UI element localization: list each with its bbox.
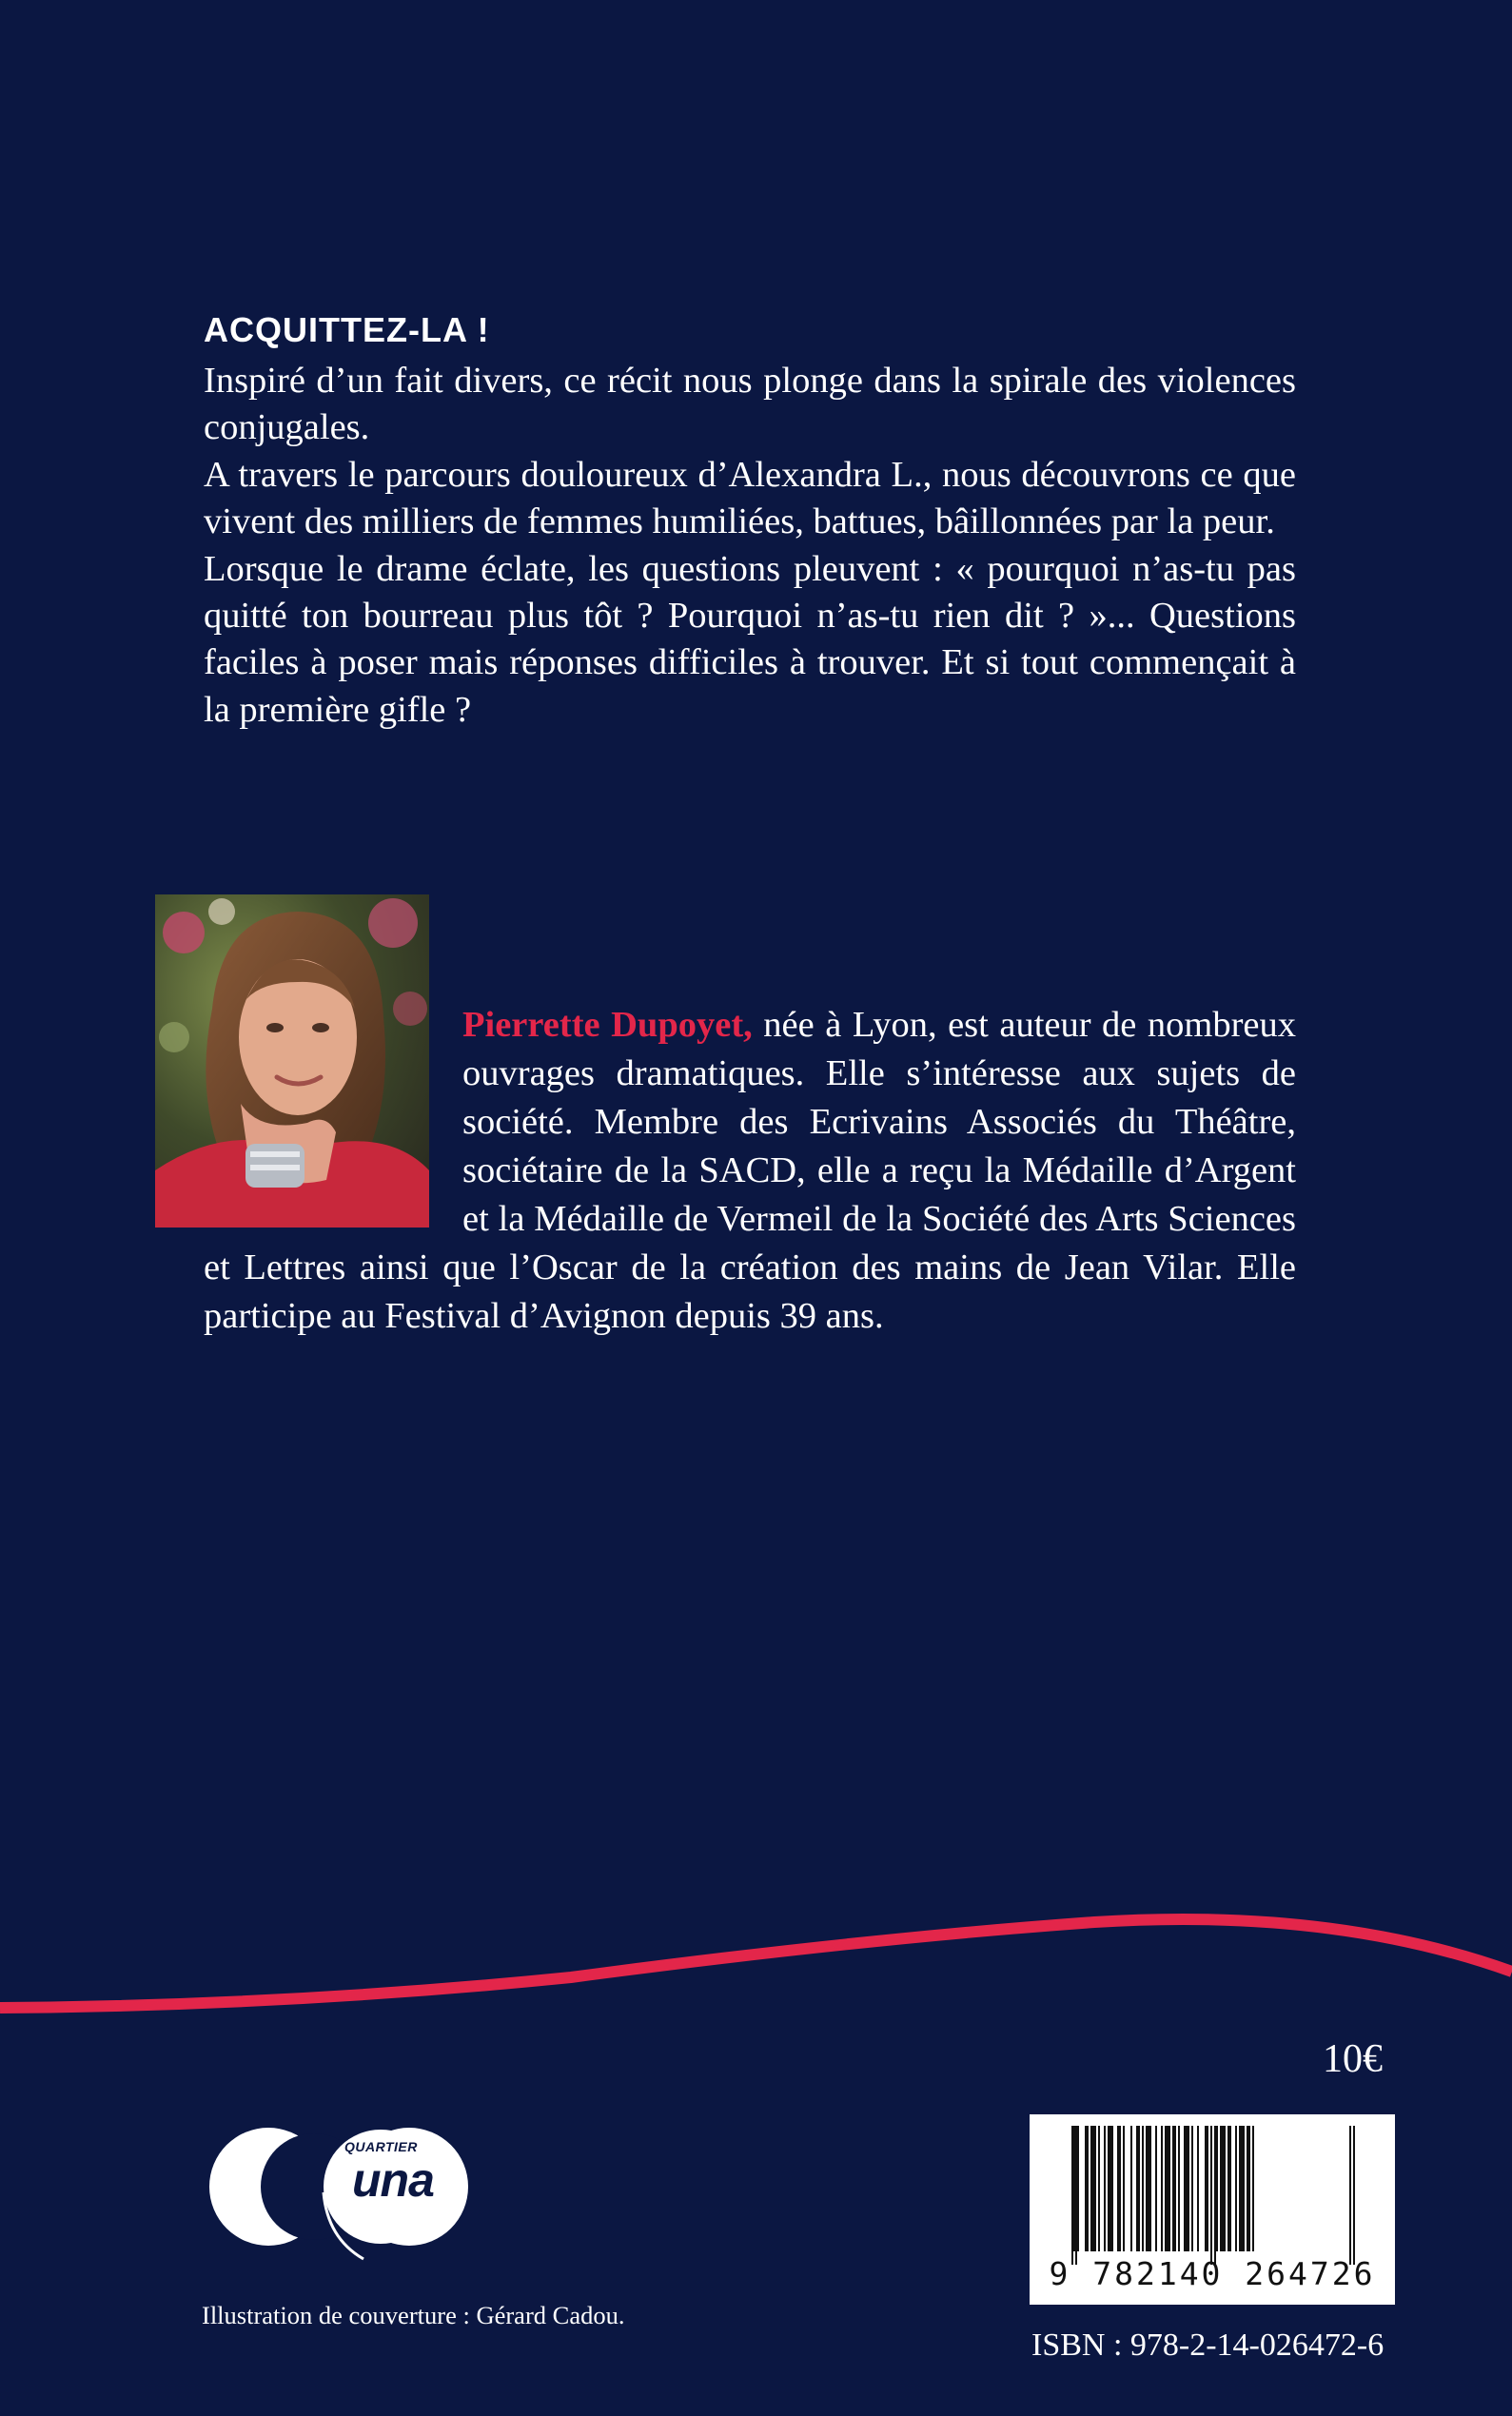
logo-text-luna: una [352, 2153, 434, 2207]
logo-text-quartier: QUARTIER [344, 2139, 418, 2154]
isbn: ISBN : 978-2-14-026472-6 [1031, 2328, 1384, 2363]
synopsis-paragraph: Inspiré d’un fait divers, ce récit nous plonge dans la spirale des violences conjugales. [204, 361, 1296, 448]
barcode-digits: 9 782140 264726 [1049, 2255, 1376, 2292]
synopsis [204, 358, 1296, 734]
barcode [1030, 2114, 1395, 2305]
author-name: Pierrette Dupoyet, [462, 1005, 753, 1045]
synopsis-paragraph: Lorsque le drame éclate, les questions pleuvent : « pourquoi n’as-tu pas quitté ton bourreau plus tôt ? Pourquoi n’as-tu rien dit ? »... Questions faciles à poser mais réponses difficiles à trouver. Et si tout commençait à la première gifle ? [204, 548, 1296, 730]
book-title: ACQUITTEZ-LA ! [204, 310, 490, 349]
price: 10€ [1323, 2037, 1383, 2081]
author-bio [204, 1001, 1296, 1341]
illustration-credit: Illustration de couverture : Gérard Cadou. [202, 2301, 625, 2329]
author-bio-text: née à Lyon, est auteur de nombreux ouvrages dramatiques. Elle s’intéresse aux sujets de société. Membre des Ecrivains Associés du Théâtre, sociétaire de la SACD, elle a reçu la Médaille d’Argent et la Médaille de Vermeil de la Société des Arts Sciences et Lettres ainsi que l’Oscar de la création des mains de Jean Vilar. Elle participe au Festival d’Avignon depuis 39 ans. [204, 1005, 1297, 1336]
publisher-logo [202, 2118, 478, 2270]
synopsis-paragraph: A travers le parcours douloureux d’Alexandra L., nous découvrons ce que vivent des milliers de femmes humiliées, battues, bâillonnées par la peur. [204, 454, 1296, 542]
photo-spacer [204, 1001, 462, 1236]
red-wave-decoration [0, 1865, 1512, 2036]
